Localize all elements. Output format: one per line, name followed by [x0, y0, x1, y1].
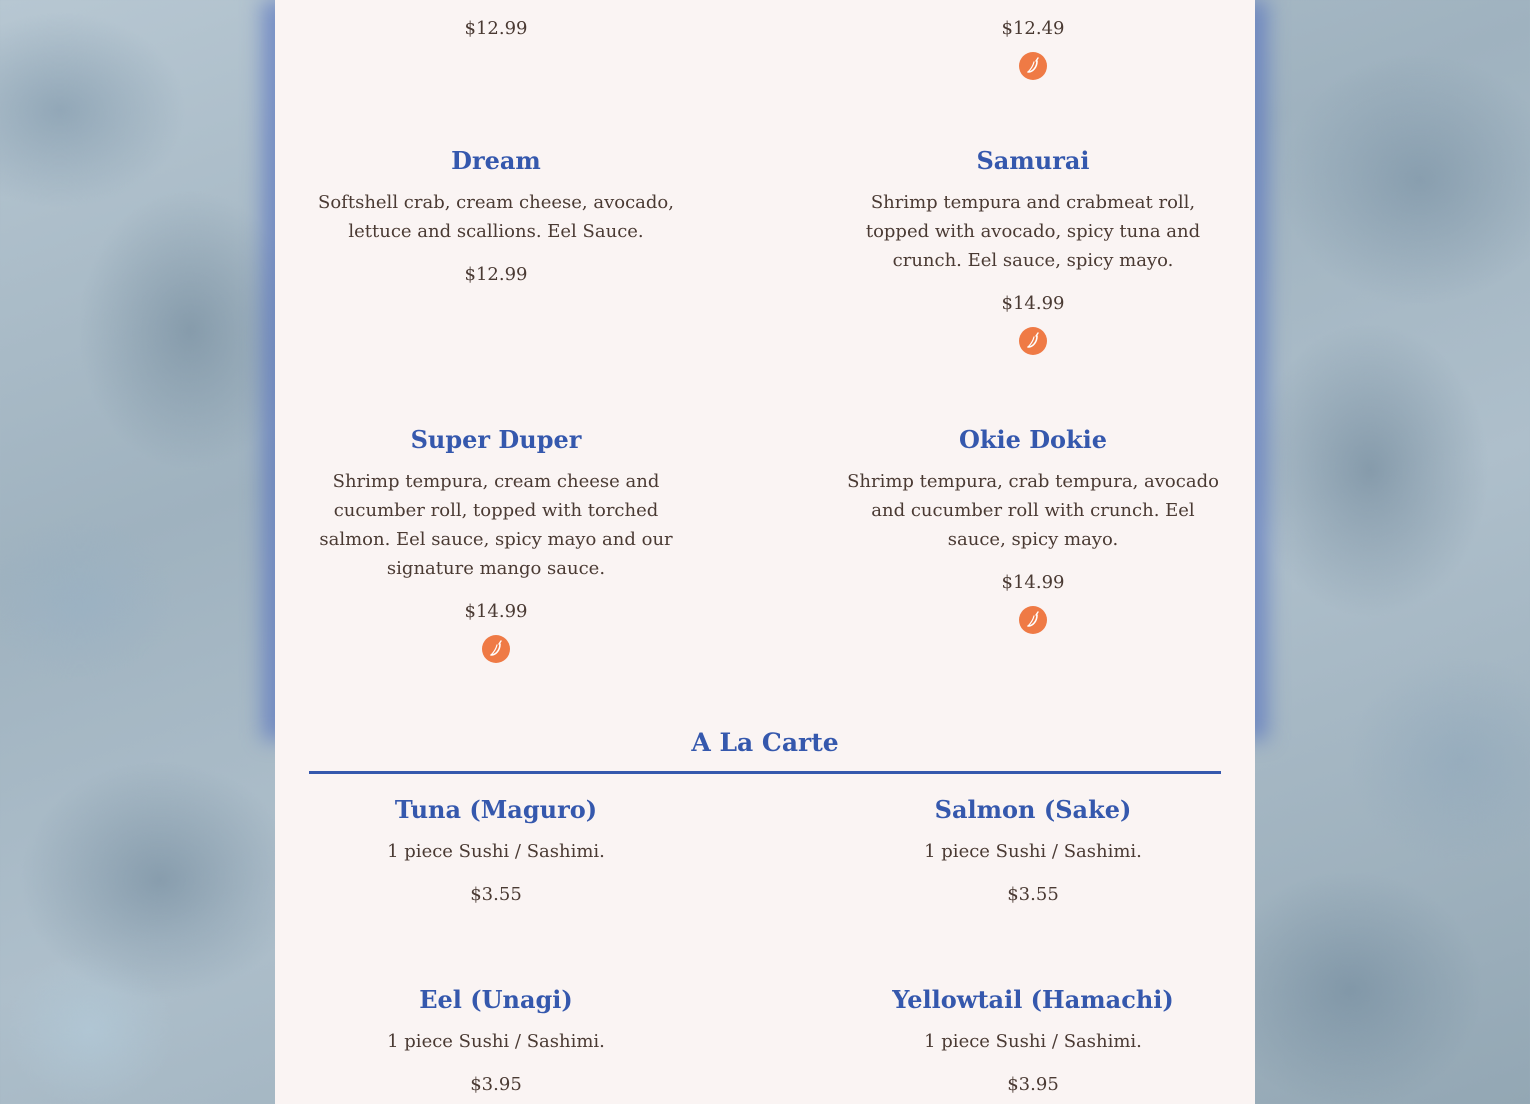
menu-item-samurai	[843, 146, 1223, 355]
menu-item-salmon	[843, 795, 1223, 918]
section-divider	[309, 771, 1221, 774]
item-description: 1 piece Sushi / Sashimi.	[924, 1031, 1142, 1052]
item-name: Eel (Unagi)	[419, 985, 573, 1014]
item-description: Shrimp tempura and crabmeat roll, topped with avocado, spicy tuna and crunch. Eel sauce, spicy mayo.	[865, 192, 1201, 271]
menu-item-tuna	[306, 795, 686, 918]
item-description: 1 piece Sushi / Sashimi.	[387, 1031, 605, 1052]
item-price: $3.95	[1007, 1074, 1059, 1095]
chili-pepper-icon	[482, 635, 510, 663]
item-description: 1 piece Sushi / Sashimi.	[924, 841, 1142, 862]
menu-item-dream	[306, 146, 686, 298]
item-description: 1 piece Sushi / Sashimi.	[387, 841, 605, 862]
item-price: $12.49	[1001, 18, 1065, 39]
item-description: Shrimp tempura, crab tempura, avocado and cucumber roll with crunch. Eel sauce, spicy mayo.	[847, 471, 1219, 550]
item-name: Super Duper	[410, 425, 582, 454]
menu-item	[843, 16, 1223, 80]
item-description: Shrimp tempura, cream cheese and cucumber roll, topped with torched salmon. Eel sauce, spicy mayo and our signature mango sauce.	[319, 471, 673, 579]
menu-item-eel	[306, 985, 686, 1104]
item-price: $12.99	[464, 18, 528, 39]
item-name: Okie Dokie	[958, 425, 1108, 454]
chili-pepper-icon	[1019, 606, 1047, 634]
item-description: Softshell crab, cream cheese, avocado, lettuce and scallions. Eel Sauce.	[318, 192, 674, 242]
item-price: $3.55	[470, 884, 522, 905]
menu-item	[306, 16, 686, 52]
chili-pepper-icon	[1019, 52, 1047, 80]
item-price: $14.99	[1001, 572, 1065, 593]
item-name: Dream	[451, 146, 541, 175]
item-price: $12.99	[464, 264, 528, 285]
item-name: Yellowtail (Hamachi)	[892, 985, 1174, 1014]
item-price: $3.55	[1007, 884, 1059, 905]
menu-item-yellowtail	[843, 985, 1223, 1104]
menu-item-okie-dokie	[843, 425, 1223, 634]
item-price: $14.99	[1001, 293, 1065, 314]
menu-panel	[275, 0, 1255, 1104]
section-title-a-la-carte: A La Carte	[691, 728, 839, 757]
chili-pepper-icon	[1019, 327, 1047, 355]
item-price: $14.99	[464, 601, 528, 622]
menu-item-super-duper	[306, 425, 686, 663]
item-name: Samurai	[976, 146, 1090, 175]
item-name: Salmon (Sake)	[934, 795, 1132, 824]
item-price: $3.95	[470, 1074, 522, 1095]
item-name: Tuna (Maguro)	[394, 795, 598, 824]
